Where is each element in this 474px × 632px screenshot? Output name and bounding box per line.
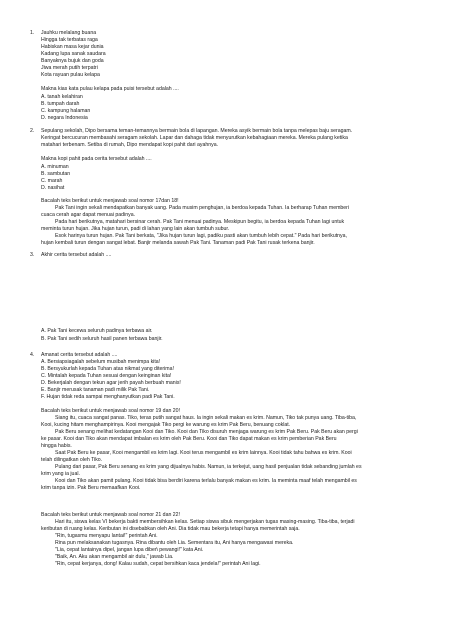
q2-text-line: Keringat bercucuran membasahi seragam sekolah. Lapar dan dahaga tidak menyurutkan kebahagiaan mereka. Mereka pulang ketika [41,135,348,141]
q4-option-a[interactable]: A. Bersiapsiagalah sebelum musibah menimpa kita! [41,359,161,365]
story2-line: Saat Pak Beru ke pasar, Kooi mengambil es krim lagi. Kooi terus mengambil es krim lainnya. Kooi tidak tahu bahwa es krim. Kooi [55,450,352,456]
story1-intro: Bacalah teks berikut untuk menjawab soal nomor 17dan 18! [41,198,179,204]
q2-option-b[interactable]: B. sambutan [41,171,71,177]
q2-option-c[interactable]: C. marah [41,178,63,184]
q1-poem-line: Habiskan masa kejar dunia [41,44,104,50]
q4-option-b[interactable]: B. Bersyukurlah kepada Tuhan atas nikmat yang diterima! [41,366,174,372]
story2-line: Kooi, kucing hitam menghampirinya. Kooi mengajak Tiko pergi ke warung es krim Pak Beru, benuang coklat. [41,422,291,428]
story1-line: Pak Tani ingin sekali mendapatkan banyak uang. Pada musim penghujan, ia berdoa kepada Tuhan. Ia berharap Tuhan memberi [55,205,350,211]
q2-question: Makna kopi pahit pada cerita tersebut adalah .... [41,156,152,162]
q2-number: 2. [30,128,35,134]
story3-line: keributan di ruang kelas. Keributan ini disebabkan oleh Ani. Dia tidak mau bekerja tetapi hanya memerintah saja. [41,526,300,532]
story2-intro: Bacalah teks berikut untuk menjawab soal nomor 19 dan 20! [41,408,180,414]
story3-line: "Rin, tugasmu menyapu lantai!" perintah Ani. [55,533,158,539]
q1-question: Makna kias kata pulau kelapa pada puisi tersebut adalah .... [41,86,179,92]
q2-option-d[interactable]: D. nasihat [41,185,65,191]
story3-line: "Rin, cepat kerjanya, dong! Kalau sudah, cepat bersihkan kaca jendela!" perintah Ani lagi. [55,561,261,567]
story2-line: Pak Beru senang melihat kedatangan Kooi dan Tiko. Kooi dan Tiko disuruh menjaga warung es krim Pak Beru. Pak Beru akan pergi [55,429,358,435]
q1-option-b[interactable]: B. tumpah darah [41,101,80,107]
q1-poem-line: Hingga tak terbatas raga [41,37,98,43]
story3-line: "Lia, cepat lantainya dipel, jangan lupa dibeń pewangi!" kata Ani. [55,547,204,553]
story2-line: telah dilingatkan oleh Tiko. [41,457,103,463]
q4-question: Amanat cerita tersebut adalah .... [41,352,118,358]
q4-number: 4. [30,352,35,358]
q1-number: 1. [30,30,35,36]
story2-line: Siang itu, cuaca sangat panas. Tiko, teras putih sangat haus. Ia ingin sekali makan es krim. Namun, Tiko tak punya uang. Tiba-tiba, [55,415,357,421]
q3-option-b[interactable]: B. Pak Tani sedih seluruh hasil panen terbawa banjir. [41,336,163,342]
q4-option-e[interactable]: E. Banjir merusak tanaman padi milik Pak Tani. [41,387,150,393]
q4-option-f[interactable]: F. Hujan tidak reda sampai menghanyutkan padi Pak Tani. [41,394,175,400]
story2-line: Kooi dan Tiko akan pamit pulang. Kooi tidak bisa berdiri karena terlalu banyak makan es krim. Ia meminta maaf telah mengambil es [55,478,357,484]
q4-option-c[interactable]: C. Mintalah kepada Tuhan sesuai dengan keinginan kita! [41,373,172,379]
q1-poem-line: Kadang lupa sanak saudara [41,51,106,57]
q1-poem-line: Kota rayuan pulau kelapa [41,72,100,78]
q1-poem-line: Jauhku melalang buana [41,30,97,36]
story2-line: Pulang dari pasar, Pak Beru senang es krim yang dijualnya habis. Namun, ia terkejut, uang hasil penjualan tidak sebanding jumlah es [55,464,362,470]
q1-poem-line: Banyaknya bujuk dan goda [41,58,104,64]
story1-line: hujan kembali turun dengan sangat lebat. Banjir melanda sawah Pak Tani. Tanaman padi Pak Tani rusak terkena banjir. [41,240,315,246]
story3-line: Rina pun melaksanakan tugasnya. Rina dibantu oleh Lia. Sementara itu, Ani hanya mengawasi mereka. [55,540,294,546]
q4-option-d[interactable]: D. Bekerjalah dengan tekun agar jerih payah berbuah manis! [41,380,181,386]
q2-text-line: Sepulang sekolah, Dipo bersama teman-temannya bermain bola di lapangan. Mereka asyik bermain bola tanpa melepas baju seragam. [41,128,353,134]
q1-poem-line: Jiwa merah putih terpatri [41,65,98,71]
q1-option-c[interactable]: C. kampung halaman [41,108,91,114]
story3-intro: Bacalah teks berikut untuk menjawab soal nomor 21 dan 22! [41,512,180,518]
story2-line: hingga habis. [41,443,72,449]
q2-option-a[interactable]: A. minuman [41,164,69,170]
q3-option-a[interactable]: A. Pak Tani kecewa seluruh padinya terbawa air. [41,328,153,334]
story1-line: meminta turun hujan. Jika hujan turun, padi di lahan yang lain akan tumbuh subur. [41,226,230,232]
q1-option-a[interactable]: A. tanah kelahiran [41,94,83,100]
story1-line: Esok harinya turun hujan. Pak Tani berkata, "Jika hujan turun lagi, padiku pasti akan tumbuh lebih cepat." Pada hari berikutnya, [55,233,347,239]
story1-line: cuaca cerah agar dapat menuai padinya. [41,212,136,218]
story3-line: Hari itu, siswa kelas VI bekerja bakti membersihkan kelas. Setiap siswa sibuk mengerjakan tugas masing-masing. Tiba-tiba, terjadi [55,519,355,525]
q3-number: 3. [30,252,35,258]
story1-line: Pada hari berikutnya, matahari bersinar cerah. Pak Tani menuai padinya. Meskipun begitu, ia berdoa kepada Tuhan lagi untuk [55,219,345,225]
story2-line: krim tanpa izin. Pak Beru memaafkan Kooi. [41,485,141,491]
q3-question: Akhir cerita tersebut adalah .... [41,252,112,258]
q1-option-d[interactable]: D. negara Indonesia [41,115,88,121]
story3-line: "Baik, An. Aku akan mengambil air dulu," jawab Lia. [55,554,174,560]
story2-line: krim yang ia jual. [41,471,80,477]
story2-line: ke pasar. Kooi dan Tiko akan mendapat imbalan es krim oleh Pak Beru. Kooi dan Tiko dapat makan es krim pemberian Pak Beru [41,436,337,442]
q2-text-line: matahari terbenam. Setiba di rumah, Dipo mendapat kopi pahit dari ayahnya. [41,142,219,148]
